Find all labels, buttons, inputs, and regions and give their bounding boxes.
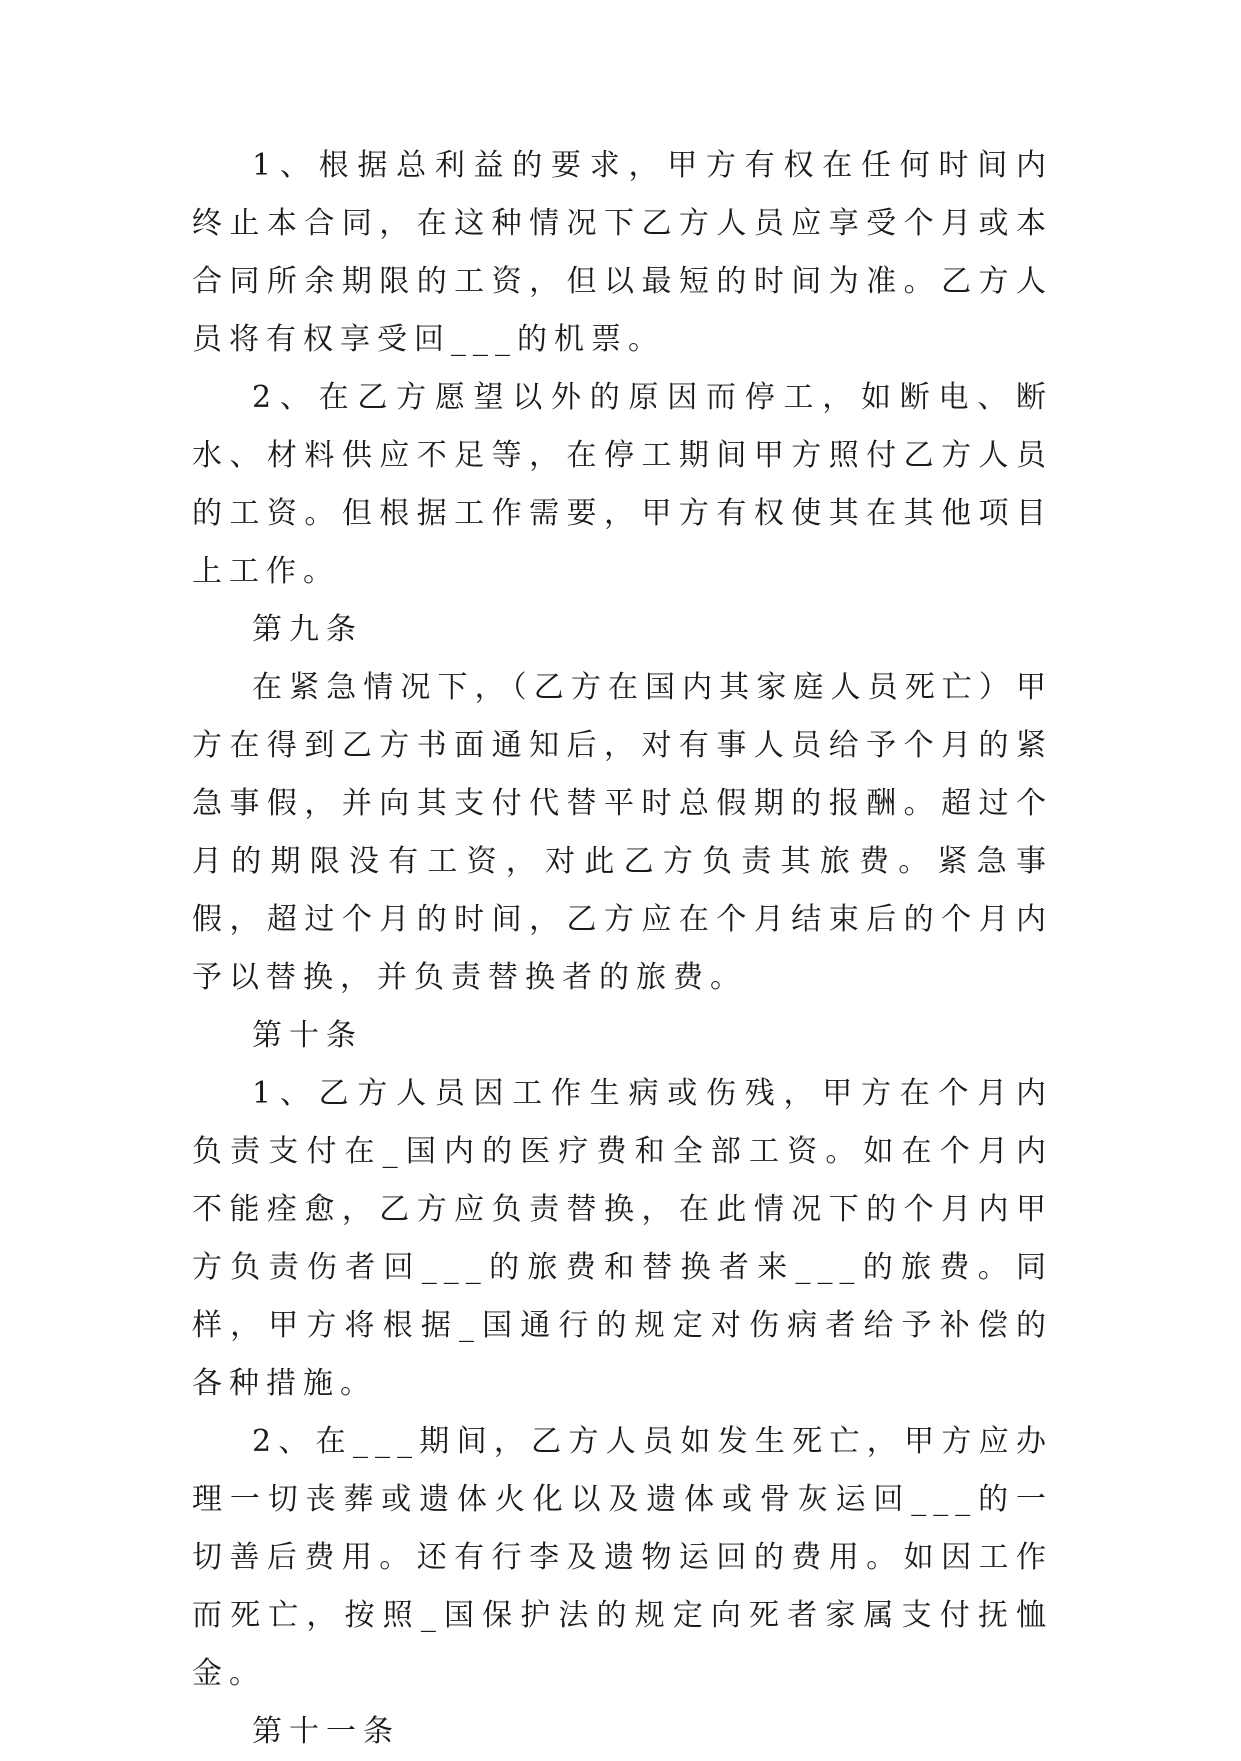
article-heading-9: 第九条	[252, 612, 363, 647]
document-page	[192, 137, 1053, 1761]
paragraph-illness-injury: 1、乙方人员因工作生病或伤残，甲方在个月内负责支付在_国内的医疗费和全部工资。如在个月内不能痊愈，乙方应负责替换，在此情况下的个月内甲方负责伤者回___的旅费和替换者来___的旅费。同样，甲方将根据_国通行的规定对伤病者给予补偿的各种措施。	[192, 1076, 1053, 1401]
paragraph-termination: 1、根据总利益的要求，甲方有权在任何时间内终止本合同，在这种情况下乙方人员应享受个月或本合同所余期限的工资，但以最短的时间为准。乙方人员将有权享受回___的机票。	[192, 148, 1053, 357]
article-heading-10: 第十条	[252, 1018, 363, 1053]
article-heading-11: 第十一条	[252, 1714, 400, 1749]
paragraph-work-stoppage: 2、在乙方愿望以外的原因而停工，如断电、断水、材料供应不足等，在停工期间甲方照付乙方人员的工资。但根据工作需要，甲方有权使其在其他项目上工作。	[192, 380, 1053, 589]
paragraph-emergency-leave: 在紧急情况下，（乙方在国内其家庭人员死亡）甲方在得到乙方书面通知后，对有事人员给予个月的紧急事假，并向其支付代替平时总假期的报酬。超过个月的期限没有工资，对此乙方负责其旅费。紧急事假，超过个月的时间，乙方应在个月结束后的个月内予以替换，并负责替换者的旅费。	[192, 670, 1053, 995]
paragraph-death: 2、在___期间，乙方人员如发生死亡，甲方应办理一切丧葬或遗体火化以及遗体或骨灰运回___的一切善后费用。还有行李及遗物运回的费用。如因工作而死亡，按照_国保护法的规定向死者家属支付抚恤金。	[192, 1424, 1053, 1691]
